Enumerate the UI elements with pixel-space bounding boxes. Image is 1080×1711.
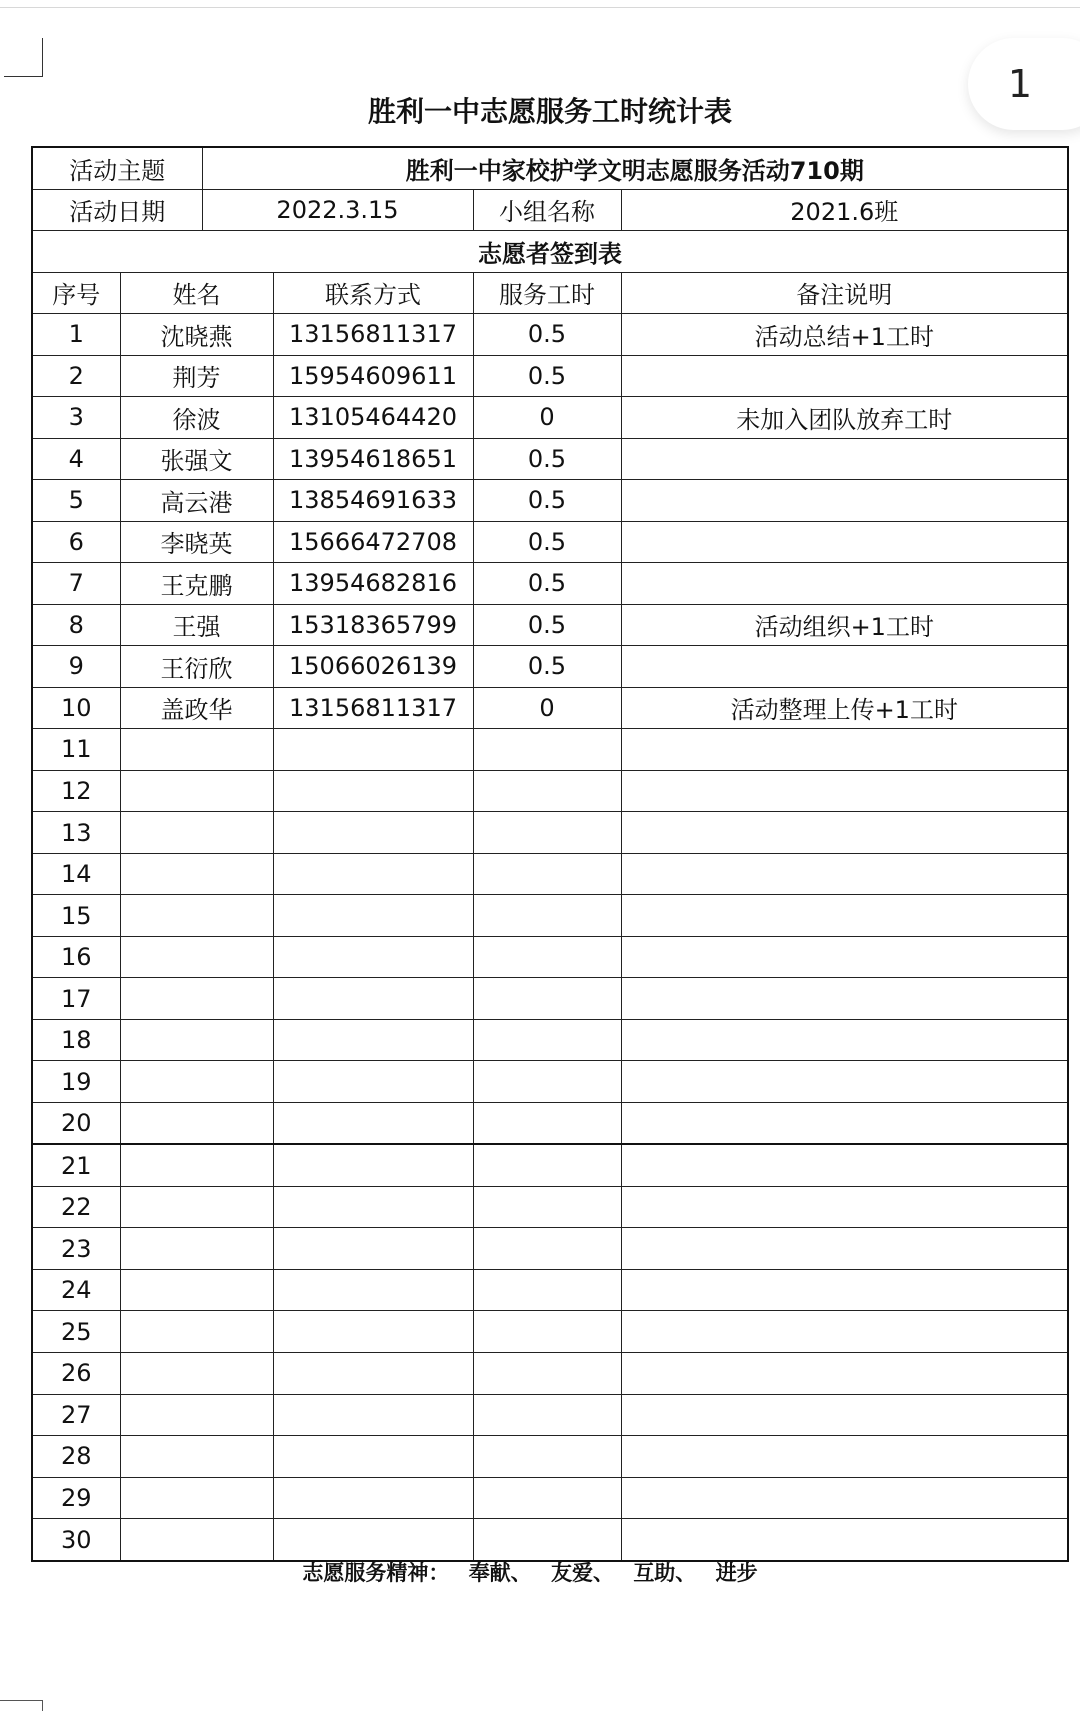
table-row [32,1228,1068,1270]
row-hours [473,853,621,895]
row-contact: 13954618651 [273,438,473,480]
row-remarks: 活动组织+1工时 [621,604,1068,646]
signin-title: 志愿者签到表 [32,231,1068,273]
table-row [32,521,1068,563]
row-contact [273,812,473,854]
table-row [32,355,1068,397]
header-contact: 联系方式 [273,272,473,314]
row-contact [273,1269,473,1311]
row-remarks [621,1102,1068,1144]
row-remarks [621,480,1068,522]
row-contact [273,1394,473,1436]
row-hours [473,1228,621,1270]
row-name [120,1311,273,1353]
row-name [120,770,273,812]
row-remarks: 活动总结+1工时 [621,314,1068,356]
row-index: 14 [32,853,120,895]
row-remarks [621,563,1068,605]
row-remarks [621,895,1068,937]
table-row [32,895,1068,937]
row-hours [473,1477,621,1519]
group-value: 2021.6班 [621,189,1068,231]
table-row [32,1144,1068,1186]
table-row [32,1311,1068,1353]
date-value: 2022.3.15 [202,189,473,231]
table-row [32,936,1068,978]
row-name: 李晓英 [120,521,273,563]
footer-label: 志愿服务精神： [302,1561,450,1585]
row-contact: 15318365799 [273,604,473,646]
volunteer-spirit-footer [0,1558,1060,1588]
row-hours [473,1269,621,1311]
table-row [32,853,1068,895]
row-hours [473,1186,621,1228]
row-name [120,1353,273,1395]
row-name [120,729,273,771]
row-name [120,1269,273,1311]
row-name: 张强文 [120,438,273,480]
row-name: 王强 [120,604,273,646]
row-name [120,1144,273,1186]
row-contact [273,1144,473,1186]
row-name [120,936,273,978]
table-row [32,397,1068,439]
row-index: 30 [32,1519,120,1561]
row-name: 高云港 [120,480,273,522]
date-label: 活动日期 [32,189,202,231]
row-contact [273,978,473,1020]
row-remarks: 活动整理上传+1工时 [621,687,1068,729]
table-row [32,1102,1068,1144]
row-remarks [621,770,1068,812]
row-index: 23 [32,1228,120,1270]
row-contact [273,1353,473,1395]
row-index: 8 [32,604,120,646]
footer-item: 进步 [715,1561,758,1585]
row-index: 28 [32,1436,120,1478]
row-contact [273,1019,473,1061]
row-remarks [621,438,1068,480]
row-name [120,1519,273,1561]
row-remarks [621,1477,1068,1519]
row-remarks [621,1144,1068,1186]
row-index: 26 [32,1353,120,1395]
row-name [120,1061,273,1103]
footer-item: 奉献、 [468,1561,532,1585]
row-hours: 0.5 [473,521,621,563]
row-contact [273,1228,473,1270]
row-index: 4 [32,438,120,480]
row-index: 27 [32,1394,120,1436]
table-row [32,1061,1068,1103]
table-row [32,687,1068,729]
row-name [120,1394,273,1436]
row-name: 荆芳 [120,355,273,397]
crop-mark-top-left [4,38,43,77]
table-row [32,812,1068,854]
table-row [32,1519,1068,1561]
row-remarks [621,1228,1068,1270]
row-hours [473,1019,621,1061]
row-index: 3 [32,397,120,439]
row-name: 盖政华 [120,687,273,729]
row-hours: 0.5 [473,646,621,688]
row-hours: 0.5 [473,438,621,480]
theme-row [32,147,1068,189]
row-index: 15 [32,895,120,937]
table-row [32,1019,1068,1061]
row-name [120,853,273,895]
row-name: 沈晓燕 [120,314,273,356]
row-index: 17 [32,978,120,1020]
crop-mark-bottom-left [0,1700,43,1711]
row-contact [273,729,473,771]
row-contact [273,1436,473,1478]
row-hours: 0.5 [473,314,621,356]
row-name [120,978,273,1020]
row-index: 9 [32,646,120,688]
table-row [32,1353,1068,1395]
row-remarks [621,1519,1068,1561]
header-name: 姓名 [120,272,273,314]
row-remarks [621,1436,1068,1478]
table-row [32,1394,1068,1436]
row-contact [273,936,473,978]
table-row [32,563,1068,605]
row-index: 10 [32,687,120,729]
row-hours [473,812,621,854]
table-row [32,314,1068,356]
row-index: 25 [32,1311,120,1353]
row-index: 19 [32,1061,120,1103]
table-row [32,1269,1068,1311]
row-index: 20 [32,1102,120,1144]
row-hours [473,1394,621,1436]
row-contact [273,770,473,812]
row-contact [273,1061,473,1103]
row-name [120,1228,273,1270]
row-index: 18 [32,1019,120,1061]
row-index: 21 [32,1144,120,1186]
row-name [120,1477,273,1519]
row-remarks [621,1061,1068,1103]
row-contact [273,1311,473,1353]
row-hours: 0.5 [473,604,621,646]
row-remarks: 未加入团队放弃工时 [621,397,1068,439]
row-remarks [621,1019,1068,1061]
row-hours [473,1353,621,1395]
page-top-divider [0,7,1080,8]
row-contact: 13105464420 [273,397,473,439]
row-name: 王衍欣 [120,646,273,688]
table-row [32,1477,1068,1519]
date-group-row [32,189,1068,231]
row-contact [273,1519,473,1561]
row-hours: 0.5 [473,563,621,605]
theme-label: 活动主题 [32,147,202,189]
row-hours [473,1436,621,1478]
row-index: 7 [32,563,120,605]
row-hours: 0.5 [473,355,621,397]
row-index: 24 [32,1269,120,1311]
row-contact: 13854691633 [273,480,473,522]
table-row [32,729,1068,771]
row-remarks [621,1311,1068,1353]
row-index: 2 [32,355,120,397]
row-index: 5 [32,480,120,522]
page-number: 1 [1007,62,1033,106]
row-index: 22 [32,1186,120,1228]
document-title: 胜利一中志愿服务工时统计表 [367,95,732,128]
row-remarks [621,1186,1068,1228]
row-remarks [621,853,1068,895]
row-remarks [621,646,1068,688]
row-name [120,1102,273,1144]
row-index: 1 [32,314,120,356]
row-hours [473,936,621,978]
row-name [120,812,273,854]
table-row [32,438,1068,480]
row-name [120,895,273,937]
table-row [32,770,1068,812]
row-contact: 15666472708 [273,521,473,563]
row-contact: 13954682816 [273,563,473,605]
row-index: 6 [32,521,120,563]
row-index: 11 [32,729,120,771]
row-remarks [621,521,1068,563]
header-hours: 服务工时 [473,272,621,314]
row-hours [473,978,621,1020]
row-name [120,1019,273,1061]
row-remarks [621,729,1068,771]
header-index: 序号 [32,272,120,314]
row-hours: 0 [473,687,621,729]
footer-item: 友爱、 [551,1561,614,1585]
row-hours [473,895,621,937]
row-hours [473,1061,621,1103]
table-row [32,978,1068,1020]
row-index: 29 [32,1477,120,1519]
row-hours: 0 [473,397,621,439]
row-remarks [621,1353,1068,1395]
row-index: 12 [32,770,120,812]
row-index: 13 [32,812,120,854]
row-contact: 15066026139 [273,646,473,688]
row-remarks [621,936,1068,978]
theme-value: 胜利一中家校护学文明志愿服务活动710期 [202,147,1068,189]
header-remarks: 备注说明 [621,272,1068,314]
row-contact: 13156811317 [273,314,473,356]
row-remarks [621,978,1068,1020]
row-contact [273,1102,473,1144]
row-contact [273,1477,473,1519]
group-label: 小组名称 [473,189,621,231]
row-contact: 13156811317 [273,687,473,729]
row-contact [273,1186,473,1228]
table-row [32,1436,1068,1478]
row-hours [473,770,621,812]
row-hours [473,1519,621,1561]
volunteer-hours-table [31,146,1069,1562]
footer-item: 互助、 [633,1561,697,1585]
row-contact [273,895,473,937]
row-hours [473,1102,621,1144]
row-name [120,1186,273,1228]
row-contact [273,853,473,895]
row-remarks [621,812,1068,854]
header-row [32,272,1068,314]
row-name: 徐波 [120,397,273,439]
row-remarks [621,1269,1068,1311]
table-row [32,1186,1068,1228]
row-hours [473,1144,621,1186]
row-hours: 0.5 [473,480,621,522]
table-row [32,646,1068,688]
row-name: 王克鹏 [120,563,273,605]
row-hours [473,1311,621,1353]
row-name [120,1436,273,1478]
row-index: 16 [32,936,120,978]
row-contact: 15954609611 [273,355,473,397]
signin-title-row [32,231,1068,273]
row-hours [473,729,621,771]
row-remarks [621,1394,1068,1436]
row-remarks [621,355,1068,397]
table-row [32,480,1068,522]
table-row [32,604,1068,646]
